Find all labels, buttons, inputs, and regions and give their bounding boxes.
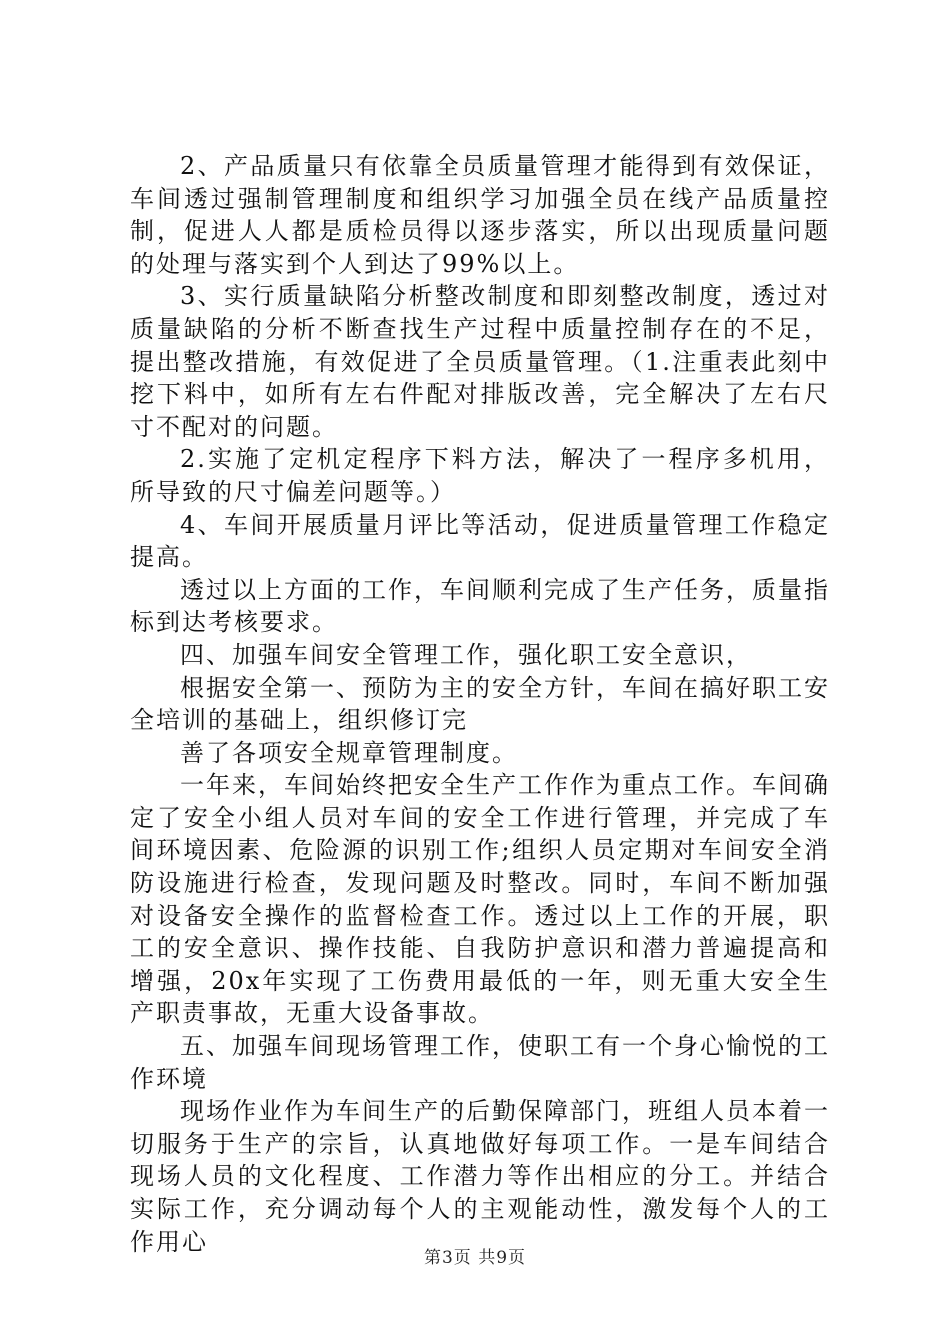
- paragraph-fixed-machine-program: 2.实施了定机定程序下料方法，解决了一程序多机用，所导致的尺寸偏差问题等。）: [130, 445, 830, 506]
- section-heading-safety: 四、加强车间安全管理工作，强化职工安全意识，: [180, 640, 752, 669]
- paragraph-quality-month: 4、车间开展质量月评比等活动，促进质量管理工作稳定提高。: [130, 510, 830, 572]
- section-heading-site-management: 五、加强车间现场管理工作，使职工有一个身心愉悦的工作环境: [130, 1032, 830, 1093]
- paragraph-defect-analysis: 3、实行质量缺陷分析整改制度和即刻整改制度，透过对质量缺陷的分析不断查找生产过程中质量控制存在的不足，提出整改措施，有效促进了全员质量管理。（1.注重表此刻中挖下料中，如所有左右件配对排版改善，完全解决了左右尺寸不配对的问题。: [130, 282, 830, 441]
- document-body: [130, 150, 830, 1258]
- paragraph-safety-rules: 善了各项安全规章管理制度。: [180, 738, 518, 767]
- paragraph-site-operations: 现场作业作为车间生产的后勤保障部门，班组人员本着一切服务于生产的宗旨，认真地做好每项工作。一是车间结合现场人员的文化程度、工作潜力等作出相应的分工。并结合实际工作，充分调动每个人的主观能动性，激发每个人的工作用心: [130, 1097, 830, 1256]
- paragraph-quality-guarantee: 2、产品质量只有依靠全员质量管理才能得到有效保证，车间透过强制管理制度和组织学习加强全员在线产品质量控制，促进人人都是质检员得以逐步落实，所以出现质量问题的处理与落实到个人到达了99%以上。: [130, 152, 830, 278]
- paragraph-safety-year-review: 一年来，车间始终把安全生产工作作为重点工作。车间确定了安全小组人员对车间的安全工作进行管理，并完成了车间环境因素、危险源的识别工作;组织人员定期对车间安全消防设施进行检查，发现问题及时整改。同时，车间不断加强对设备安全操作的监督检查工作。透过以上工作的开展，职工的安全意识、操作技能、自我防护意识和潜力普遍提高和增强，20x年实现了工伤费用最低的一年，则无重大安全生产职责事故，无重大设备事故。: [130, 771, 830, 1028]
- page-number-footer: 第3页 共9页: [423, 1248, 527, 1268]
- paragraph-safety-policy: 根据安全第一、预防为主的安全方针，车间在搞好职工安全培训的基础上，组织修订完: [130, 673, 830, 735]
- paragraph-quality-summary: 透过以上方面的工作，车间顺利完成了生产任务，质量指标到达考核要求。: [130, 575, 830, 637]
